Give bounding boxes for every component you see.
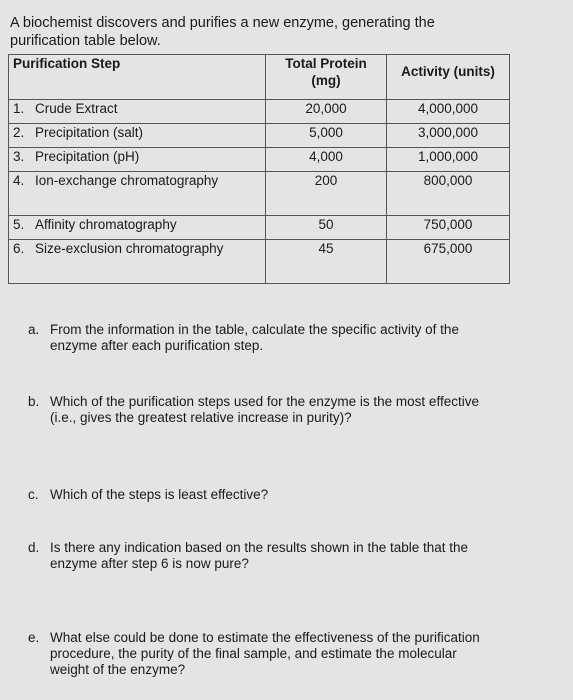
question-a xyxy=(28,322,488,354)
header-total-protein: Total Protein (mg) xyxy=(266,55,387,100)
purification-table xyxy=(8,54,510,284)
question-letter: e. xyxy=(28,630,40,645)
question-c xyxy=(28,487,488,503)
protein-cell: 20,000 xyxy=(266,100,387,124)
question-text: What else could be done to estimate the effectiveness of the purification procedure, the purity of the final sample, and estimate the molecular weight of the enzyme? xyxy=(50,630,480,677)
step-number: 4. xyxy=(13,173,25,188)
header-activity: Activity (units) xyxy=(387,55,510,100)
step-name: Ion-exchange chromatography xyxy=(35,173,219,188)
table-row xyxy=(9,100,510,124)
question-text: From the information in the table, calculate the specific activity of the enzyme after each purification step. xyxy=(50,322,459,353)
question-b xyxy=(28,394,488,426)
question-text: Is there any indication based on the results shown in the table that the enzyme after step 6 is now pure? xyxy=(50,540,469,571)
step-name: Affinity chromatography xyxy=(35,217,177,232)
question-letter: a. xyxy=(28,322,40,337)
problem-intro: A biochemist discovers and purifies a new enzyme, generating the purification table below. xyxy=(10,15,435,49)
question-text: Which of the purification steps used for the enzyme is the most effective (i.e., gives the greatest relative increase in purity)? xyxy=(50,394,479,425)
table-row xyxy=(9,148,510,172)
question-e xyxy=(28,630,488,678)
activity-cell: 3,000,000 xyxy=(387,124,510,148)
protein-cell: 4,000 xyxy=(266,148,387,172)
step-number: 2. xyxy=(13,125,25,140)
question-letter: d. xyxy=(28,540,40,555)
question-letter: c. xyxy=(28,487,39,502)
protein-cell: 50 xyxy=(266,216,387,240)
header-purification-step: Purification Step xyxy=(9,55,266,100)
activity-cell: 1,000,000 xyxy=(387,148,510,172)
table-row xyxy=(9,124,510,148)
activity-cell: 800,000 xyxy=(387,172,510,216)
step-name: Crude Extract xyxy=(35,101,118,116)
step-number: 6. xyxy=(13,241,25,256)
step-name: Size-exclusion chromatography xyxy=(35,241,224,256)
step-name: Precipitation (pH) xyxy=(35,149,140,164)
table-row xyxy=(9,216,510,240)
table-header-row xyxy=(9,55,510,100)
protein-cell: 200 xyxy=(266,172,387,216)
step-number: 3. xyxy=(13,149,25,164)
table-row xyxy=(9,240,510,284)
question-letter: b. xyxy=(28,394,40,409)
protein-cell: 5,000 xyxy=(266,124,387,148)
step-name: Precipitation (salt) xyxy=(35,125,144,140)
question-d xyxy=(28,540,488,572)
activity-cell: 4,000,000 xyxy=(387,100,510,124)
activity-cell: 750,000 xyxy=(387,216,510,240)
question-text: Which of the steps is least effective? xyxy=(50,487,269,502)
table-row xyxy=(9,172,510,216)
step-number: 1. xyxy=(13,101,25,116)
activity-cell: 675,000 xyxy=(387,240,510,284)
step-number: 5. xyxy=(13,217,25,232)
protein-cell: 45 xyxy=(266,240,387,284)
